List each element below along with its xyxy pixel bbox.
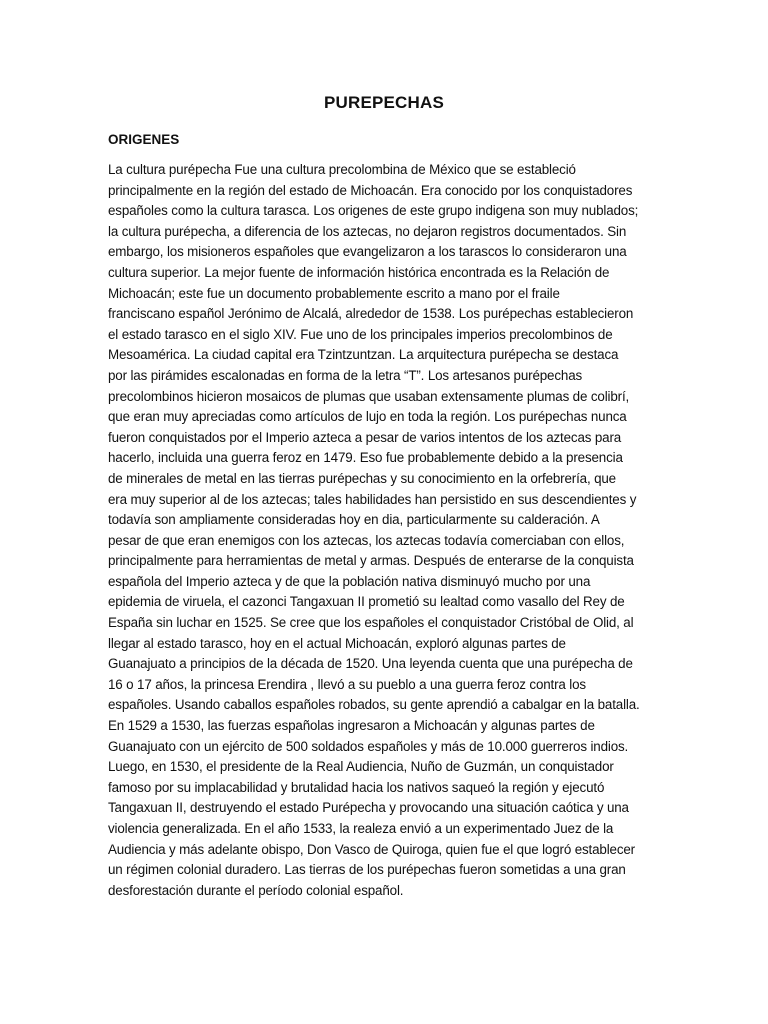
paragraph-line: Tangaxuan II, destruyendo el estado Purépecha y provocando una situación caótica y una <box>108 800 629 816</box>
paragraph-line: era muy superior al de los aztecas; tales habilidades han persistido en sus descendientes y <box>108 491 637 507</box>
paragraph-line: la cultura purépecha, a diferencia de los aztecas, no dejaron registros documentados. Sin <box>108 223 627 239</box>
paragraph-line: La cultura purépecha Fue una cultura precolombina de México que se estableció <box>108 162 576 177</box>
paragraph-line: por las pirámides escalonadas en forma de la letra “T”. Los artesanos purépechas <box>108 367 583 383</box>
paragraph-line: españoles. Usando caballos españoles robados, su gente aprendió a cabalgar en la batalla. <box>108 697 640 713</box>
paragraph-line: hacerlo, incluida una guerra feroz en 1479. Eso fue probablemente debido a la presencia <box>108 450 623 466</box>
paragraph-line: franciscano español Jerónimo de Alcalá, alrededor de 1538. Los purépechas establecieron <box>108 306 634 322</box>
paragraph-line: desforestación durante el período colonial español. <box>108 882 404 898</box>
paragraph-line: Luego, en 1530, el presidente de la Real Audiencia, Nuño de Guzmán, un conquistador <box>108 759 614 775</box>
paragraph-line: En 1529 a 1530, las fuerzas españolas ingresaron a Michoacán y algunas partes de <box>108 718 595 734</box>
paragraph-line: cultura superior. La mejor fuente de información histórica encontrada es la Relación de <box>108 264 610 280</box>
paragraph-line: pesar de que eran enemigos con los aztecas, los aztecas todavía comerciaban con ellos, <box>108 532 625 548</box>
section-heading: ORIGENES <box>108 132 180 147</box>
paragraph-line: epidemia de viruela, el cazonci Tangaxuan II prometió su lealtad como vasallo del Rey de <box>108 594 625 610</box>
page-title: PUREPECHAS <box>323 93 445 112</box>
paragraph-line: 16 o 17 años, la princesa Erendira , llevó a su pueblo a una guerra feroz contra los <box>108 676 586 692</box>
paragraph-line: que eran muy apreciadas como artículos de lujo en toda la región. Los purépechas nunca <box>108 409 627 425</box>
paragraph-line: embargo, los misioneros españoles que evangelizaron a los tarascos lo consideraron una <box>108 244 627 260</box>
paragraph-line: de minerales de metal en las tierras purépechas y su conocimiento en la orfebrería, que <box>108 470 616 486</box>
paragraph-line: españoles como la cultura tarasca. Los origenes de este grupo indigena son muy nublados; <box>108 203 639 219</box>
paragraph-line: Guanajuato con un ejército de 500 soldados españoles y más de 10.000 guerreros indios. <box>108 738 629 754</box>
paragraph-line: precolombinos hicieron mosaicos de plumas que usaban extensamente plumas de colibrí, <box>108 388 630 404</box>
paragraph-line: famoso por su implacabilidad y brutalidad hacia los nativos saqueó la región y ejecutó <box>108 779 605 795</box>
paragraph-line: todavía son ampliamente consideradas hoy en dia, particularmente su calderación. A <box>108 512 600 528</box>
paragraph-line: llegar al estado tarasco, hoy en el actual Michoacán, exploró algunas partes de <box>108 635 566 651</box>
paragraph-line: el estado tarasco en el siglo XIV. Fue uno de los principales imperios precolombinos de <box>108 326 613 342</box>
paragraph-line: española del Imperio azteca y de que la población nativa disminuyó mucho por una <box>108 573 591 589</box>
paragraph-line: principalmente para herramientas de metal y armas. Después de enterarse de la conquista <box>108 553 634 569</box>
paragraph-line: Mesoamérica. La ciudad capital era Tzintzuntzan. La arquitectura purépecha se destaca <box>108 347 619 363</box>
paragraph-line: un régimen colonial duradero. Las tierras de los purépechas fueron sometidas a una gran <box>108 862 626 878</box>
paragraph-line: fueron conquistados por el Imperio azteca a pesar de varios intentos de los aztecas para <box>108 429 622 445</box>
body-paragraph <box>108 160 663 901</box>
paragraph-line: Audiencia y más adelante obispo, Don Vasco de Quiroga, quien fue el que logró establecer <box>108 841 635 857</box>
paragraph-line: principalmente en la región del estado de Michoacán. Era conocido por los conquistadores <box>108 182 633 198</box>
paragraph-line: Guanajuato a principios de la década de 1520. Una leyenda cuenta que una purépecha de <box>108 656 633 672</box>
paragraph-line: violencia generalizada. En el año 1533, la realeza envió a un experimentado Juez de la <box>108 821 614 836</box>
paragraph-line: España sin luchar en 1525. Se cree que los españoles el conquistador Cristóbal de Olid, al <box>108 615 634 631</box>
paragraph-line: Michoacán; este fue un documento probablemente escrito a mano por el fraile <box>108 285 560 301</box>
